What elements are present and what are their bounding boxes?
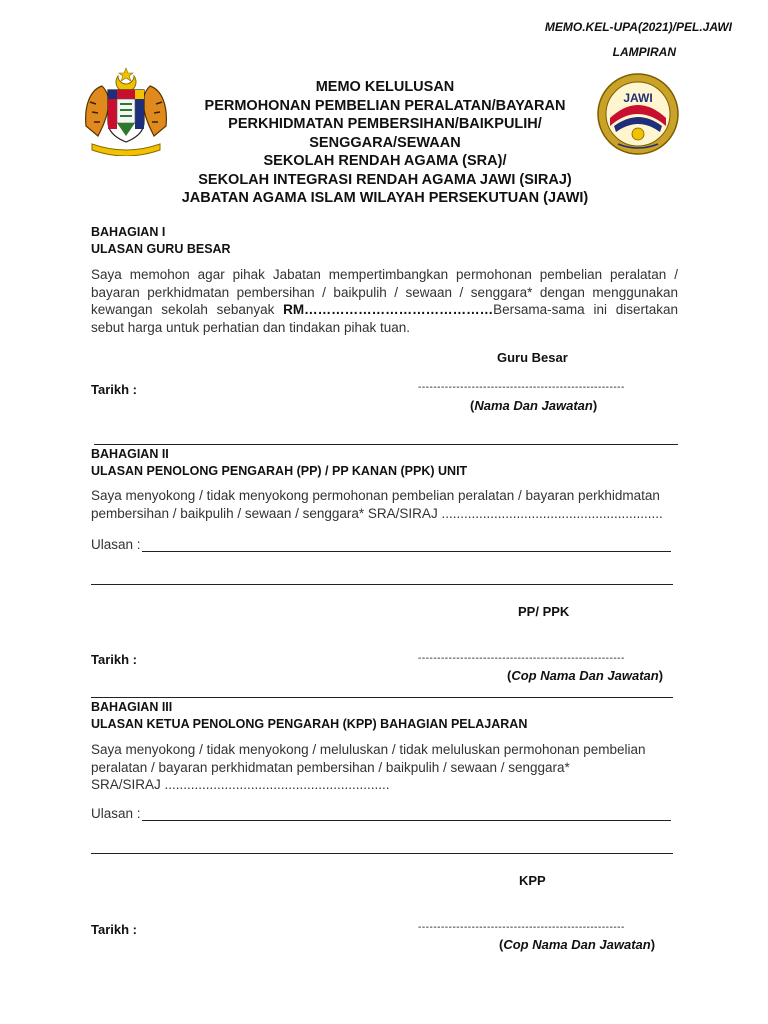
section-1-tarikh-label: Tarikh : bbox=[91, 382, 137, 397]
section-3-heading: ULASAN KETUA PENOLONG PENGARAH (KPP) BAHAGIAN PELAJARAN bbox=[91, 717, 528, 731]
rm-amount-label: RM bbox=[283, 302, 305, 317]
memo-title-block bbox=[150, 78, 620, 208]
section-3-para-line: Saya menyokong / tidak menyokong / meluluskan / tidak meluluskan permohonan pembelian bbox=[91, 742, 646, 757]
section-divider bbox=[94, 444, 678, 445]
section-1-signature-caption bbox=[470, 398, 597, 413]
section-2-heading: ULASAN PENOLONG PENGARAH (PP) / PP KANAN (PPK) UNIT bbox=[91, 464, 468, 478]
caption-text: Cop Nama Dan Jawatan bbox=[503, 937, 651, 952]
caption-open: ( bbox=[499, 937, 504, 952]
caption-open: ( bbox=[470, 398, 475, 413]
title-line: SEKOLAH INTEGRASI RENDAH AGAMA JAWI (SIRAJ) bbox=[198, 171, 572, 188]
title-line: MEMO KELULUSAN bbox=[315, 79, 455, 95]
rm-amount-blank[interactable]: …………………………………… bbox=[304, 302, 494, 317]
section-3-ulasan-line-1[interactable] bbox=[142, 820, 671, 821]
guru-besar-signatory: Guru Besar bbox=[497, 350, 568, 365]
section-1-paragraph bbox=[91, 266, 678, 336]
title-line: JABATAN AGAMA ISLAM WILAYAH PERSEKUTUAN (JAWI) bbox=[181, 190, 589, 206]
lampiran-label: LAMPIRAN bbox=[612, 45, 676, 59]
caption-open: ( bbox=[507, 668, 512, 683]
section-1-text-before: Saya memohon agar pihak Jabatan mempertimbangkan permohonan pembelian peralatan / bayaran perkhidmatan pembersihan / baikpulih / sewaan / senggara* dengan menggunakan kewangan sekolah sebanyak bbox=[91, 267, 678, 317]
section-2-ulasan-line-2[interactable] bbox=[91, 584, 673, 585]
section-1-header bbox=[91, 224, 678, 258]
section-2-ulasan-line-1[interactable] bbox=[142, 551, 671, 552]
caption-close: ) bbox=[650, 937, 656, 952]
caption-text: Nama Dan Jawatan bbox=[474, 398, 593, 413]
section-1-text-after: Bersama-sama ini disertakan sebut harga untuk perhatian dan tindakan pihak tuan. bbox=[91, 302, 678, 335]
title-line: PERKHIDMATAN PEMBERSIHAN/BAIKPULIH/ bbox=[228, 116, 542, 132]
section-3-label: BAHAGIAN III bbox=[91, 700, 173, 714]
jawi-logo-text: JAWI bbox=[623, 91, 653, 105]
section-divider bbox=[91, 697, 673, 698]
section-3-paragraph bbox=[91, 741, 678, 794]
section-3-signature-line[interactable]: ------------------------------------------------------ bbox=[418, 922, 625, 933]
section-2-header bbox=[91, 446, 678, 480]
section-3-para-line: SRA/SIRAJ ............................................................ bbox=[91, 777, 390, 792]
section-2-signature-line[interactable]: ------------------------------------------------------ bbox=[418, 653, 625, 664]
pp-ppk-signatory: PP/ PPK bbox=[518, 604, 570, 619]
memo-reference: MEMO.KEL-UPA(2021)/PEL.JAWI bbox=[544, 20, 732, 34]
section-3-para-line: peralatan / bayaran perkhidmatan pembersihan / baikpulih / sewaan / senggara* bbox=[91, 759, 570, 775]
title-line: SENGGARA/SEWAAN bbox=[309, 134, 461, 151]
section-3-ulasan-line-2[interactable] bbox=[91, 853, 673, 854]
caption-close: ) bbox=[592, 398, 598, 413]
caption-close: ) bbox=[658, 668, 664, 683]
jawi-logo bbox=[596, 72, 680, 156]
section-3-ulasan-label: Ulasan : bbox=[91, 806, 141, 821]
section-2-paragraph: Saya menyokong / tidak menyokong permohonan pembelian peralatan / bayaran perkhidmatan pembersihan / baikpulih / sewaan / senggara* SRA/SIRAJ ........................................................... bbox=[91, 488, 663, 521]
section-1-heading: ULASAN GURU BESAR bbox=[91, 242, 231, 256]
section-3-signature-caption bbox=[499, 937, 655, 952]
section-2-ulasan-label: Ulasan : bbox=[91, 537, 141, 552]
section-1-label: BAHAGIAN I bbox=[91, 225, 166, 239]
section-1-signature-line[interactable]: ------------------------------------------------------ bbox=[418, 382, 625, 393]
title-line: PERMOHONAN PEMBELIAN PERALATAN/BAYARAN bbox=[204, 97, 566, 114]
section-3-tarikh-label: Tarikh : bbox=[91, 922, 137, 937]
section-2-tarikh-label: Tarikh : bbox=[91, 652, 137, 667]
title-line: SEKOLAH RENDAH AGAMA (SRA)/ bbox=[263, 153, 507, 169]
section-2-signature-caption bbox=[507, 668, 663, 683]
caption-text: Cop Nama Dan Jawatan bbox=[511, 668, 659, 683]
kpp-signatory: KPP bbox=[519, 873, 546, 888]
section-2-label: BAHAGIAN II bbox=[91, 447, 169, 461]
section-3-header bbox=[91, 699, 678, 733]
